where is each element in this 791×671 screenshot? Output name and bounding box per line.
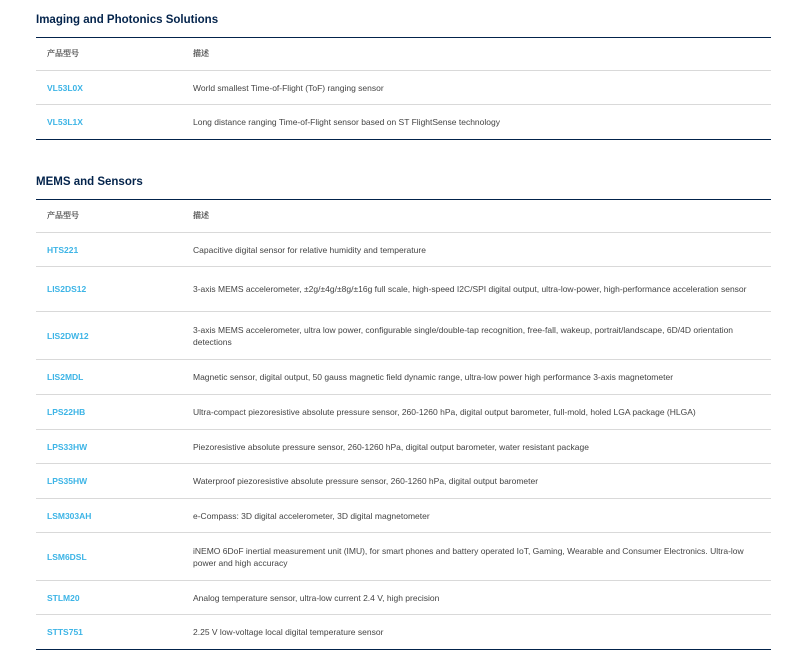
product-table — [36, 199, 771, 650]
table-header-row — [36, 200, 771, 233]
part-number-link[interactable]: LPS33HW — [36, 430, 182, 464]
table-row — [36, 464, 771, 499]
part-number-link[interactable]: LIS2MDL — [36, 360, 182, 395]
table-row — [36, 581, 771, 615]
table-row — [36, 533, 771, 581]
table-row — [36, 71, 771, 105]
part-number-link[interactable]: VL53L0X — [36, 71, 182, 105]
part-description: 3-axis MEMS accelerometer, ultra low power, configurable single/double-tap recognition, free-fall, wakeup, portrait/landscape, 6D/4D orientation detections — [182, 312, 771, 360]
column-header-desc: 描述 — [182, 200, 771, 233]
part-description: Piezoresistive absolute pressure sensor, 260-1260 hPa, digital output barometer, water resistant package — [182, 430, 771, 464]
part-number-link[interactable]: VL53L1X — [47, 117, 83, 127]
part-number-link[interactable]: LIS2DS12 — [36, 267, 182, 312]
part-number-link[interactable]: LSM303AH — [36, 499, 182, 533]
part-description: Ultra-compact piezoresistive absolute pressure sensor, 260-1260 hPa, digital output barometer, full-mold, holed LGA package (HLGA) — [182, 395, 771, 430]
part-number-link[interactable]: LIS2DW12 — [36, 312, 182, 360]
part-number-link[interactable]: HTS221 — [36, 233, 182, 267]
part-description: Magnetic sensor, digital output, 50 gauss magnetic field dynamic range, ultra-low power high performance 3-axis magnetometer — [182, 360, 771, 395]
part-description: e-Compass: 3D digital accelerometer, 3D digital magnetometer — [182, 499, 771, 533]
part-description: Long distance ranging Time-of-Flight sensor based on ST FlightSense technology — [193, 117, 500, 127]
table-row — [36, 267, 771, 312]
part-number-link[interactable]: STTS751 — [47, 627, 83, 637]
column-header-part: 产品型号 — [36, 200, 182, 233]
part-description: iNEMO 6DoF inertial measurement unit (IMU), for smart phones and battery operated IoT, Gaming, Wearable and Consumer Electronics. Ultra-low power and high accuracy — [182, 533, 771, 581]
table-row — [36, 395, 771, 430]
table-header-row — [36, 38, 771, 71]
part-description: Capacitive digital sensor for relative humidity and temperature — [182, 233, 771, 267]
column-header-part: 产品型号 — [36, 38, 182, 71]
part-description: Waterproof piezoresistive absolute pressure sensor, 260-1260 hPa, digital output barometer — [182, 464, 771, 499]
section-mems-sensors — [36, 173, 771, 650]
table-row — [36, 233, 771, 267]
table-row — [36, 615, 771, 650]
table-row — [36, 499, 771, 533]
part-number-link[interactable]: LSM6DSL — [36, 533, 182, 581]
column-header-desc: 描述 — [182, 38, 771, 71]
section-title: MEMS and Sensors — [36, 176, 143, 188]
part-description: 3-axis MEMS accelerometer, ±2g/±4g/±8g/±16g full scale, high-speed I2C/SPI digital output, ultra-low-power, high-performance acceleration sensor — [182, 267, 771, 312]
part-number-link[interactable]: LPS22HB — [36, 395, 182, 430]
table-row — [36, 312, 771, 360]
table-row — [36, 105, 771, 140]
section-imaging-photonics — [36, 11, 771, 140]
part-number-link[interactable]: STLM20 — [36, 581, 182, 615]
table-row — [36, 430, 771, 464]
part-description: Analog temperature sensor, ultra-low current 2.4 V, high precision — [182, 581, 771, 615]
part-description: 2.25 V low-voltage local digital temperature sensor — [193, 627, 384, 637]
part-description: World smallest Time-of-Flight (ToF) ranging sensor — [182, 71, 771, 105]
part-number-link[interactable]: LPS35HW — [36, 464, 182, 499]
section-title: Imaging and Photonics Solutions — [36, 14, 219, 26]
product-table — [36, 37, 771, 140]
table-row — [36, 360, 771, 395]
